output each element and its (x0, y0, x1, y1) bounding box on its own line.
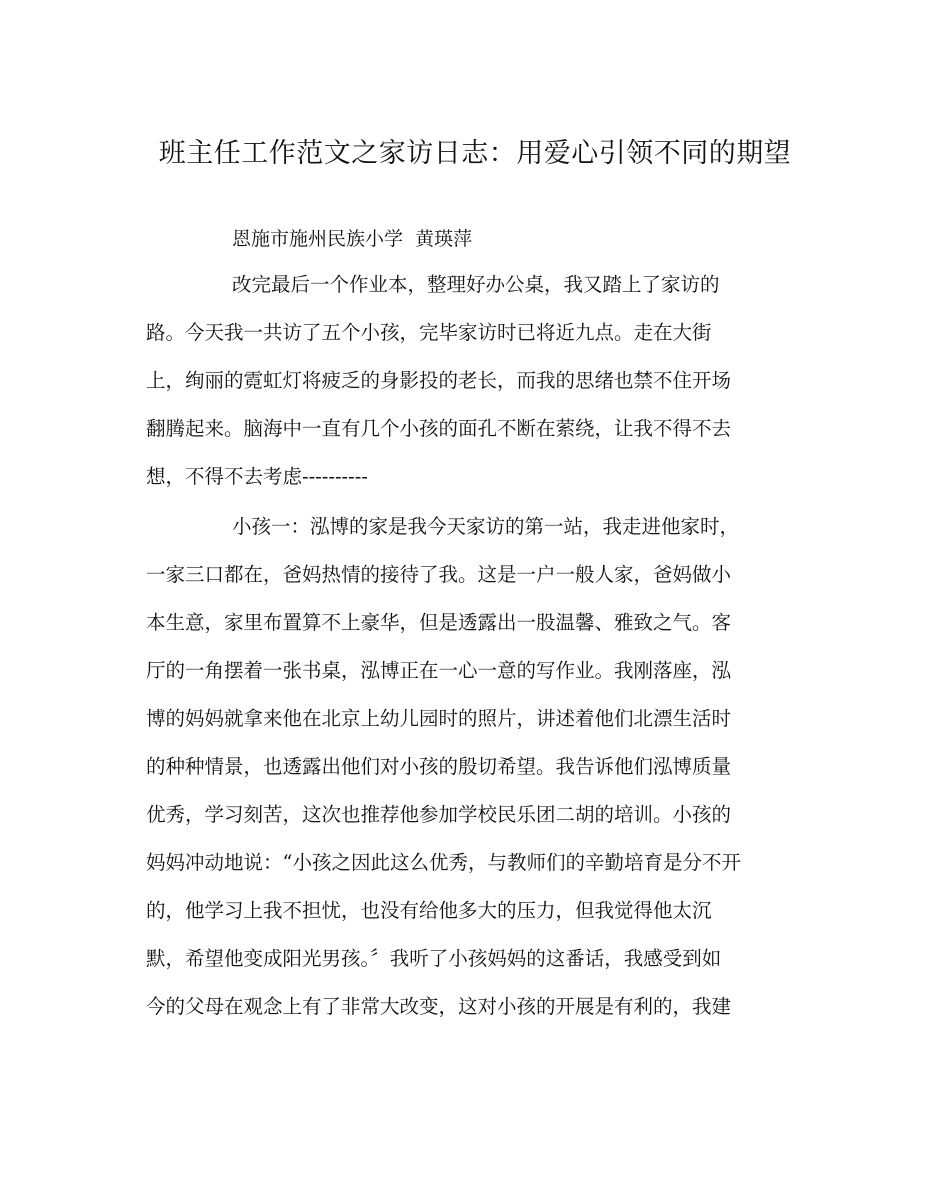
paragraph-line: 想，不得不去考虑---------- (146, 465, 368, 488)
paragraph-line: 默，希望他变成阳光男孩。〞我听了小孩妈妈的这番话，我感受到如 (146, 947, 722, 970)
paragraph-line: 翻腾起来。脑海中一直有几个小孩的面孔不断在萦绕，让我不得不去 (146, 417, 732, 440)
paragraph-line: 上，绚丽的霓虹灯将疲乏的身影投的老长，而我的思绪也禁不住开场 (146, 369, 732, 392)
paragraph-line: 博的妈妈就拿来他在北京上幼儿园时的照片，讲述着他们北漂生活时 (146, 707, 732, 730)
paragraph-line: 改完最后一个作业本，整理好办公桌，我又踏上了家访的 (232, 273, 720, 296)
paragraph-line: 一家三口都在，爸妈热情的接待了我。这是一户一般人家，爸妈做小 (146, 563, 732, 586)
paragraph-line: 路。今天我一共访了五个小孩，完毕家访时已将近九点。走在大街 (146, 321, 712, 344)
paragraph-line: 妈妈冲动地说：“小孩之因此这么优秀，与教师们的辛勤培育是分不开 (146, 851, 741, 874)
paragraph-line: 今的父母在观念上有了非常大改变，这对小孩的开展是有利的，我建 (146, 995, 732, 1018)
paragraph-line: 小孩一：泓博的家是我今天家访的第一站，我走进他家时， (232, 515, 740, 538)
paragraph-line: 优秀，学习刻苦，这次也推荐他参加学校民乐团二胡的培训。小孩的 (146, 803, 732, 826)
paragraph-line: 本生意，家里布置算不上豪华，但是透露出一股温馨、雅致之气。客 (146, 611, 732, 634)
paragraph-line: 的，他学习上我不担忧，也没有给他多大的压力，但我觉得他太沉 (146, 899, 712, 922)
paragraph-line: 厅的一角摆着一张书桌，泓博正在一心一意的写作业。我刚落座，泓 (146, 659, 732, 682)
author-line: 恩施市施州民族小学 黄瑛萍 (232, 228, 473, 250)
document-title: 班主任工作范文之家访日志：用爱心引领不同的期望 (158, 138, 792, 169)
paragraph-line: 的种种情景，也透露出他们对小孩的殷切希望。我告诉他们泓博质量 (146, 755, 732, 778)
